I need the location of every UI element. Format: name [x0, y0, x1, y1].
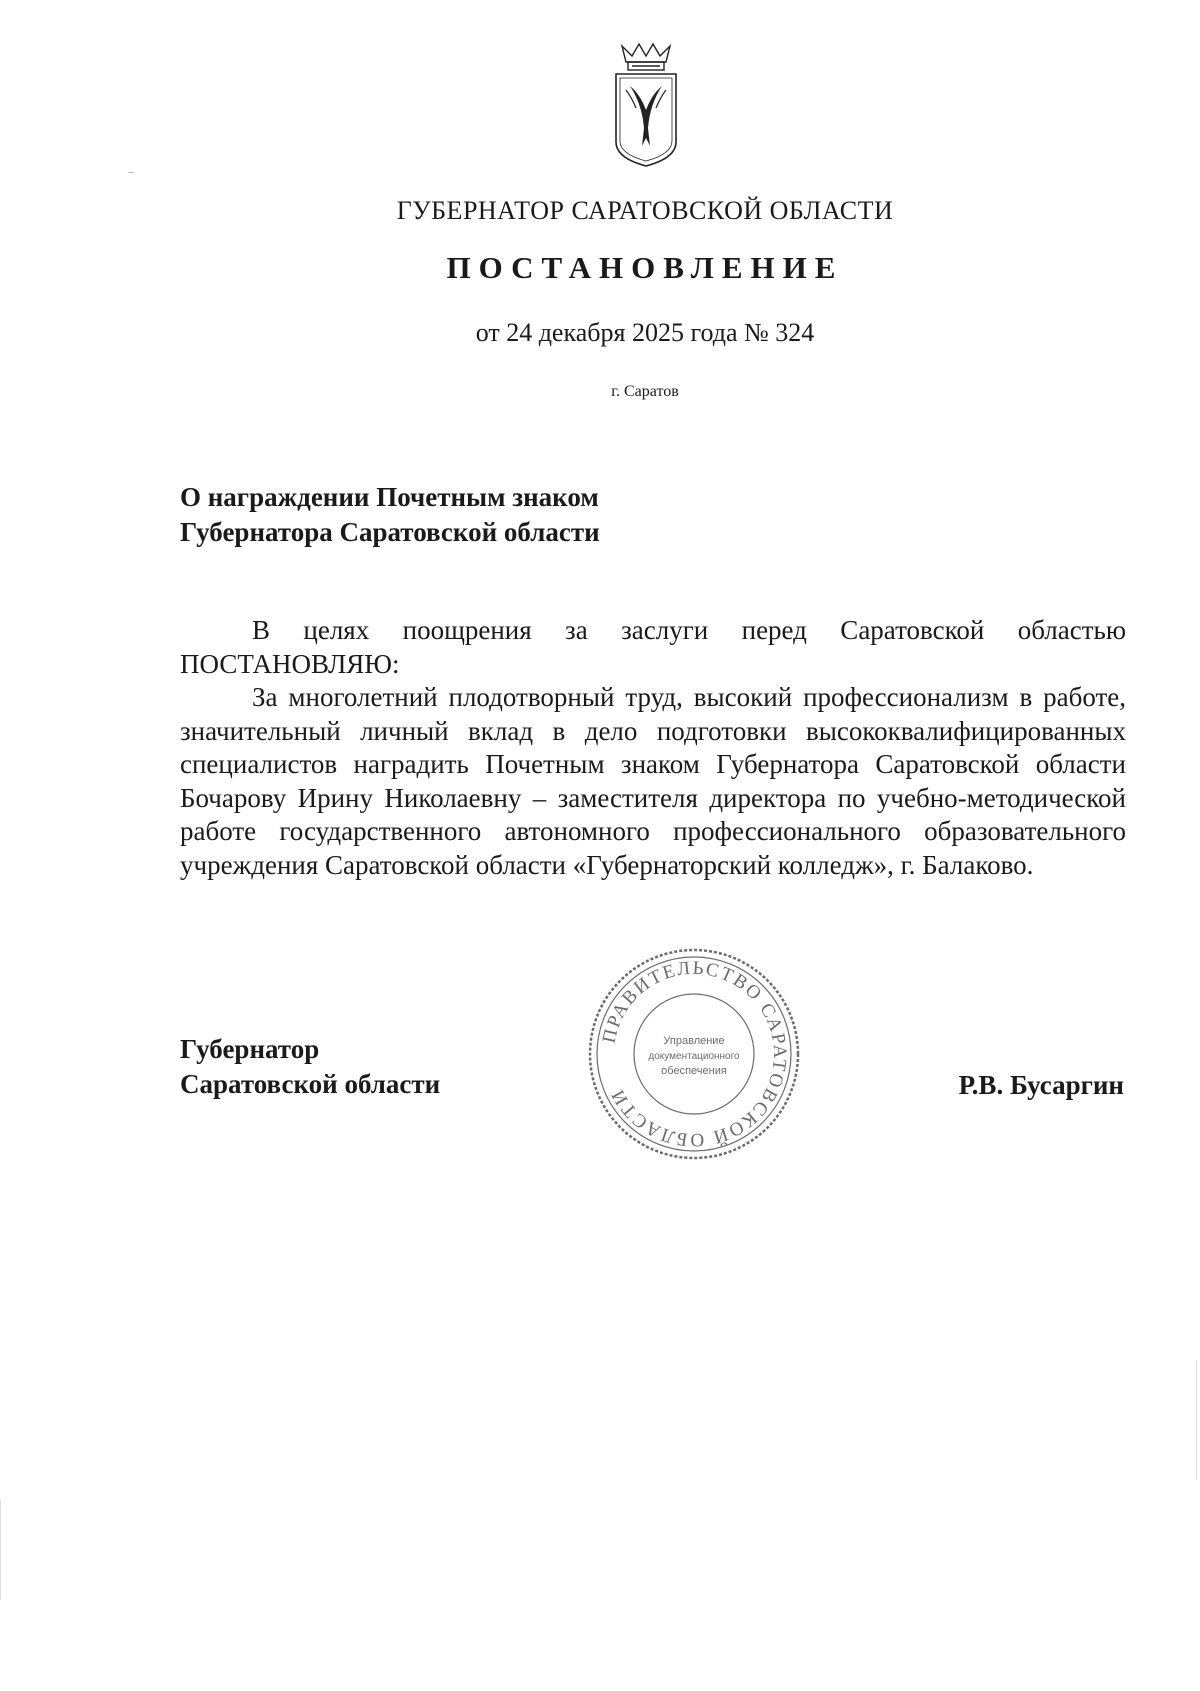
document-type-title: ПОСТАНОВЛЕНИЕ: [446, 250, 844, 285]
official-seal-stamp: [584, 944, 804, 1164]
subject-line-2: Губернатора Саратовской области: [180, 517, 600, 547]
scan-mark: [0, 1500, 1, 1600]
coat-of-arms-emblem: [612, 42, 680, 172]
seal-center-line-2: документационного: [648, 1051, 740, 1062]
signatory-title-line-1: Губернатор: [180, 1034, 320, 1064]
document-subject: [180, 480, 820, 550]
document-body: [180, 614, 1126, 882]
seal-center-line-1: Управление: [663, 1035, 725, 1047]
issuing-authority: ГУБЕРНАТОР САРАТОВСКОЙ ОБЛАСТИ: [396, 196, 894, 225]
signatory-title-line-2: Саратовской области: [180, 1069, 441, 1099]
decree-word: ПОСТАНОВЛЯЮ:: [180, 648, 400, 679]
scan-mark: [1196, 1360, 1197, 1480]
body-preamble: В целях поощрения за заслуги перед Саратовской областью: [252, 615, 1126, 645]
seal-center-line-3: обеспечения: [661, 1065, 727, 1077]
signatory-title: [180, 1032, 440, 1102]
body-paragraph: За многолетний плодотворный труд, высокий профессионализм в работе, значительный личный вклад в дело подготовки высококвалифицированных специалистов наградить Почетным знаком Губернатора Саратовской области Бочарову Ирину Николаевну – заместителя директора по учебно-методической работе государственного автономного профессионального образовательного учреждения Саратовской области «Губернаторский колледж», г. Балаково.: [180, 682, 1126, 880]
scan-mark: [128, 172, 134, 173]
subject-line-1: О награждении Почетным знаком: [180, 482, 599, 512]
seal-ring-text: ПРАВИТЕЛЬСТВО САРАТОВСКОЙ ОБЛАСТИ: [598, 957, 791, 1151]
document-place: г. Саратов: [611, 383, 679, 400]
document-date-number: от 24 декабря 2025 года № 324: [475, 318, 815, 347]
signatory-name: Р.В. Бусаргин: [958, 1070, 1124, 1100]
